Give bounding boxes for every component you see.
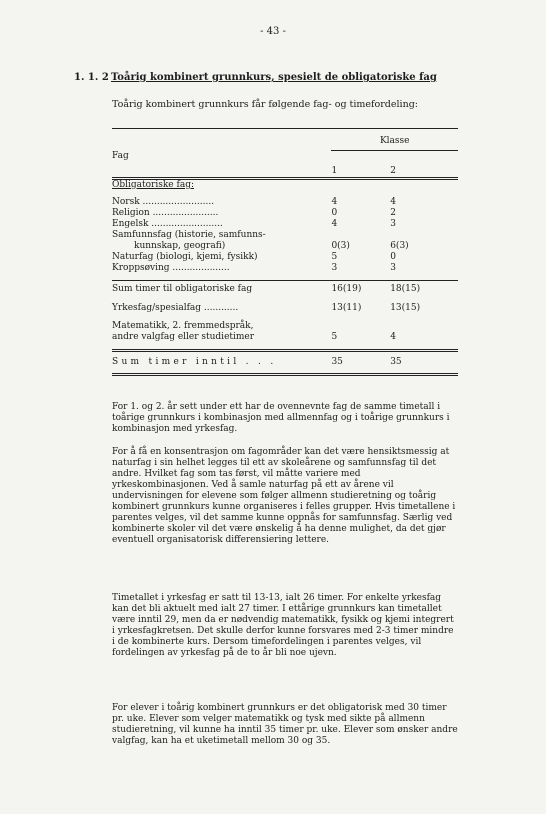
row-value-1: 0 [331, 207, 338, 218]
row-label: Norsk ......................... [112, 196, 215, 207]
row-value-1: 35 [331, 356, 343, 367]
row-value-2: 35 [390, 356, 402, 367]
row-label: kunnskap, geografi) [134, 240, 226, 251]
table-row [112, 263, 458, 274]
row-value-1: 4 [331, 218, 338, 229]
row-label: Naturfag (biologi, kjemi, fysikk) [112, 251, 258, 262]
row-value-2: 4 [390, 331, 396, 342]
yrkesfag-row [112, 299, 458, 314]
paragraph: Timetallet i yrkesfag er satt til 13-13, ialt 26 timer. For enkelte yrkesfag kan det bli aktuelt med ialt 27 timer. I ettårige grunnkurs kan timetallet være inntil 29, men da er nødvendig matematikk, fysikk og kjemi integrert i yrkesfagkretsen. Det skulle derfor kunne forsvares med 2-3 timer mindre i de kombinerte kurs. Dersom timefordelingen i parentes velges, vil fordelingen av yrkesfag på de to år bli noe ujevn. [112, 593, 454, 658]
klasse-header-row [112, 136, 458, 151]
table-row [112, 208, 458, 219]
row-value-2: 2 [390, 207, 396, 218]
row-label: Matematikk, 2. fremmedspråk, [112, 320, 254, 331]
obligatoriske-label: Obligatoriske fag: [112, 179, 194, 190]
fag-header: Fag [112, 150, 129, 161]
row-value-2: 3 [390, 262, 396, 273]
row-label: Religion ....................... [112, 207, 219, 218]
row-value-2: 3 [390, 218, 396, 229]
table-row [112, 219, 458, 230]
row-value-1: 13(11) [331, 302, 362, 313]
row-value-1: 5 [331, 331, 338, 342]
obligatoriske-label-row [112, 180, 458, 191]
row-value-1: 0(3) [331, 240, 350, 251]
class-header-row [112, 162, 458, 179]
fag-header-row [112, 151, 458, 162]
sum-obligatoriske-row [112, 281, 458, 295]
timetable [112, 128, 458, 376]
table-row [112, 197, 458, 208]
paragraph: For 1. og 2. år sett under ett har de ovennevnte fag de samme timetall i toårige grunnkurs i kombinasjon med allmennfag og i toårige grunnkurs i kombinasjon med yrkesfag. [112, 402, 450, 434]
valgfag-row [112, 332, 458, 343]
row-value-1: 3 [331, 262, 338, 273]
paragraph: For elever i toårig kombinert grunnkurs er det obligatorisk med 30 timer pr. uke. Elever som velger matematikk og tysk med sikte på allmenn studieretning, vil kunne ha inntil 35 timer pr. uke. Elever som ønsker andre valgfag, kan ha et uketimetall mellom 30 og 35. [112, 703, 458, 746]
intro-text: Toårig kombinert grunnkurs får følgende fag- og timefordeling: [112, 99, 418, 110]
table-row [112, 230, 458, 241]
row-value-2: 18(15) [390, 283, 421, 294]
row-label: Samfunnsfag (historie, samfunns- [112, 229, 266, 240]
row-value-2: 13(15) [390, 302, 421, 313]
class-1-header: 1 [331, 165, 338, 176]
table-row [112, 241, 458, 252]
paragraph: For å få en konsentrasjon om fagområder kan det være hensiktsmessig at naturfag i sin helhet legges til ett av skoleårene og samfunnsfag til det andre. Hvilket fag som tas først, vil måtte variere med yrkeskombinasjonen. Ved å samle naturfag på ett av årene vil undervisningen for elevene som følger allmenn studieretning og toårig kombinert grunnkurs kunne organiseres i felles grupper. Hvis timetallene i parentes velges, vil det samme kunne oppnås for samfunnsfag. Særlig ved kombinerte skoler vil det være ønskelig å ha denne mulighet, da det gjør eventuell organisatorisk differensiering lettere. [112, 447, 456, 545]
section-heading [74, 72, 437, 83]
row-label: Sum timer inntil . . . [112, 356, 277, 367]
section-title: Toårig kombinert grunnkurs, spesielt de obligatoriske fag [111, 72, 437, 83]
row-label: andre valgfag eller studietimer [112, 331, 255, 342]
row-label: Yrkesfag/spesialfag ............ [112, 302, 239, 313]
row-value-1: 16(19) [331, 283, 362, 294]
row-label: Kroppsøving .................... [112, 262, 230, 273]
table-row [112, 252, 458, 263]
page-number: - 43 - [260, 26, 286, 37]
section-number: 1. 1. 2 [74, 72, 109, 83]
row-value-2: 0 [390, 251, 396, 262]
klasse-header: Klasse [331, 136, 458, 151]
row-value-1: 5 [331, 251, 338, 262]
row-value-1: 4 [331, 196, 338, 207]
row-value-2: 4 [390, 196, 396, 207]
class-2-header: 2 [390, 165, 396, 176]
valgfag-row-1 [112, 318, 458, 332]
sum-inntil-row [112, 352, 458, 375]
row-value-2: 6(3) [390, 240, 409, 251]
row-label: Sum timer til obligatoriske fag [112, 283, 253, 294]
row-label: Engelsk ......................... [112, 218, 223, 229]
